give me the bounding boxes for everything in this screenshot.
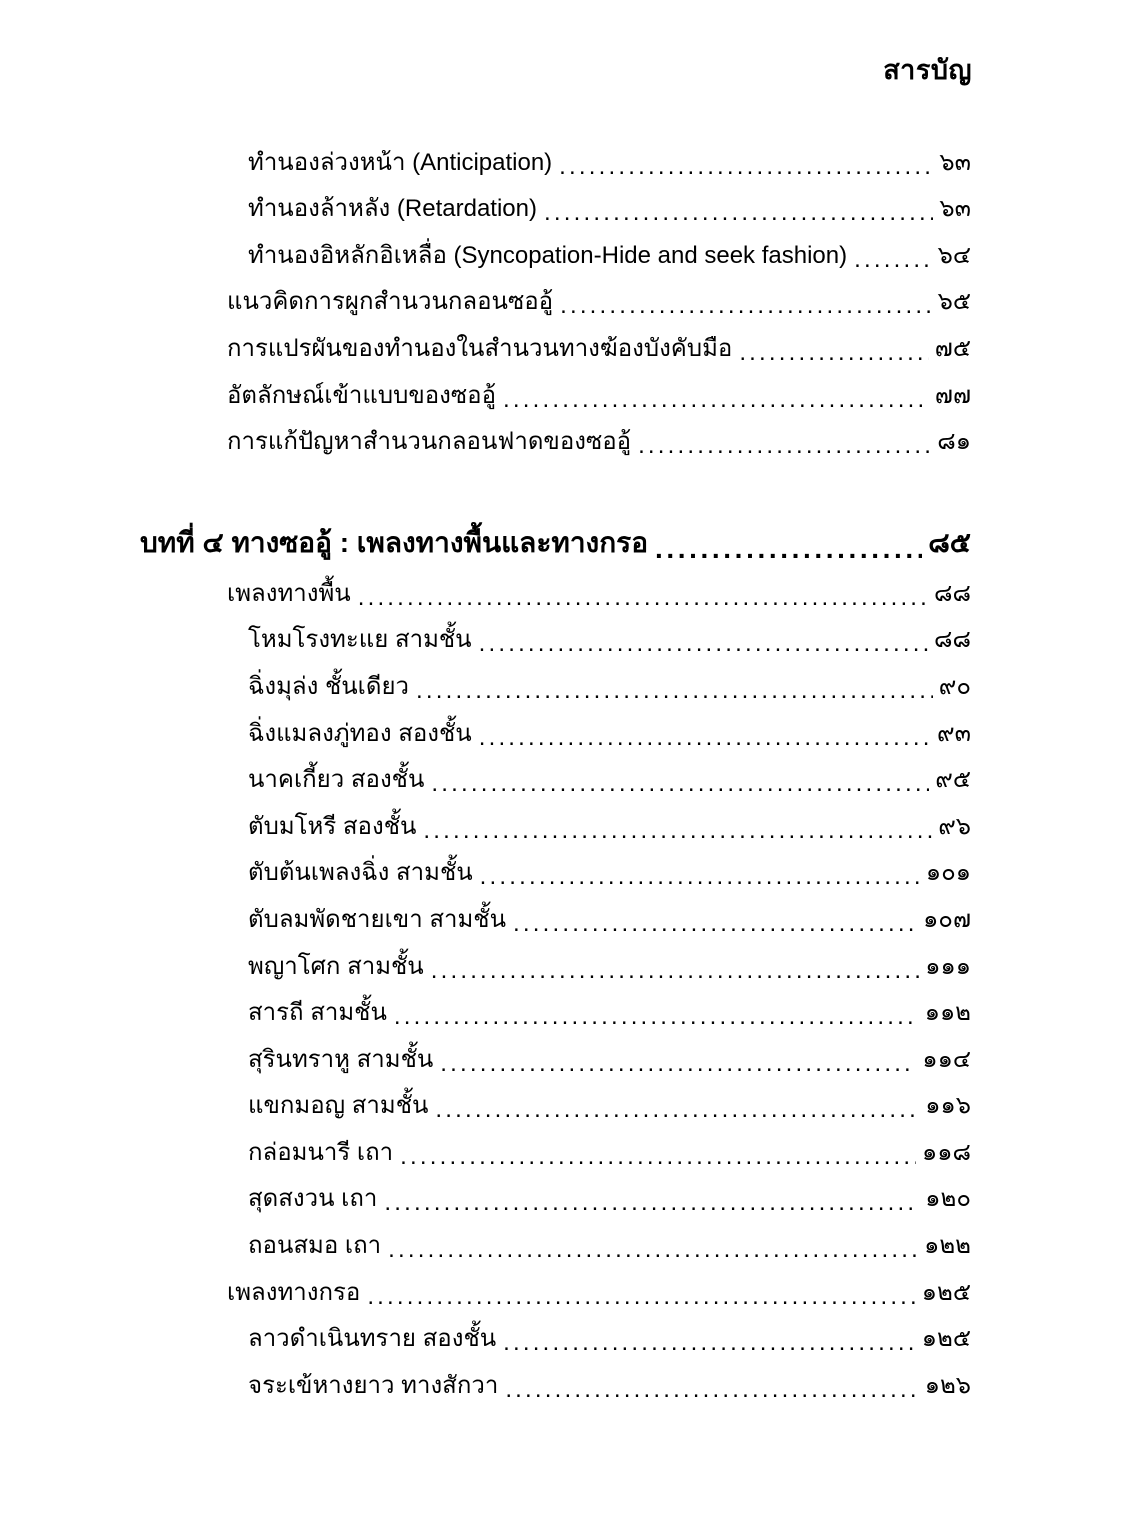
toc-entry-label: โหมโรงทะแย สามชั้น xyxy=(248,626,472,654)
toc-entry xyxy=(140,618,971,665)
dot-leader xyxy=(435,1096,919,1124)
toc-entry-label: ฉิ่งมุล่ง ชั้นเดียว xyxy=(248,672,410,700)
toc-entry-label: อัตลักษณ์เข้าแบบของซออู้ xyxy=(227,381,497,409)
toc-entry-label: สุรินทราหู สามชั้น xyxy=(248,1045,434,1073)
toc-entry-page: ๗๕ xyxy=(934,334,971,362)
toc-entry xyxy=(140,758,971,805)
toc-entry xyxy=(140,1223,971,1270)
toc-entry xyxy=(140,1177,971,1224)
toc-entry-page: ๖๔ xyxy=(937,241,971,269)
toc-entry-label: ทำนองล่วงหน้า (Anticipation) xyxy=(248,148,553,176)
toc-entry-page: ๑๑๘ xyxy=(922,1138,971,1166)
toc-entry-label: กล่อมนารี เถา xyxy=(248,1138,394,1166)
toc-entry xyxy=(140,326,971,373)
toc-entry xyxy=(140,187,971,234)
dot-leader xyxy=(479,630,928,658)
toc-entry-label: ทำนองล้าหลัง (Retardation) xyxy=(248,195,537,223)
toc-entry-page: ๗๗ xyxy=(934,381,971,409)
toc-entry-page: ๙๖ xyxy=(938,812,971,840)
toc-entry xyxy=(140,944,971,991)
dot-leader xyxy=(440,1050,916,1078)
toc-entry xyxy=(140,804,971,851)
dot-leader xyxy=(544,199,933,227)
toc-entry-label: ตับต้นเพลงฉิ่ง สามชั้น xyxy=(248,859,473,887)
toc-entry-page: ๙๐ xyxy=(938,672,971,700)
toc-entry-label: พญาโศก สามชั้น xyxy=(248,952,424,980)
toc-entry xyxy=(140,664,971,711)
dot-leader xyxy=(388,1236,918,1264)
dot-leader xyxy=(638,432,931,460)
dot-leader xyxy=(480,863,920,891)
toc-entry-label: การแปรผันของทำนองในสำนวนทางฆ้องบังคับมือ xyxy=(227,334,733,362)
dot-leader xyxy=(431,770,929,798)
toc-entry-page: ๘๘ xyxy=(933,626,971,654)
toc-entry-label: แขกมอญ สามชั้น xyxy=(248,1092,429,1120)
toc-entry-page: ๑๒๒ xyxy=(924,1232,971,1260)
dot-leader xyxy=(513,910,917,938)
toc-entry xyxy=(140,420,971,467)
toc-entry-label: แนวคิดการผูกสำนวนกลอนซออู้ xyxy=(227,288,554,316)
toc-entry xyxy=(140,897,971,944)
toc-entry-label: เพลงทางพื้น xyxy=(227,579,351,607)
toc-entry-page: ๖๓ xyxy=(939,195,971,223)
dot-leader xyxy=(400,1143,916,1171)
toc-entry-label: ทำนองอิหลักอิเหลื่อ (Syncopation-Hide and seek fashion) xyxy=(248,241,848,269)
toc-entry-label: ลาวดำเนินทราย สองชั้น xyxy=(248,1325,497,1353)
toc-entry-page: ๑๐๑ xyxy=(925,859,971,887)
dot-leader xyxy=(503,386,929,414)
toc-entry-label: ถอนสมอ เถา xyxy=(248,1232,382,1260)
toc-entry-page: ๑๑๑ xyxy=(925,952,971,980)
dot-leader xyxy=(503,1329,916,1357)
toc-entry-page: ๖๕ xyxy=(937,288,971,316)
dot-leader xyxy=(655,533,922,565)
table-of-contents xyxy=(140,140,971,1410)
toc-entry-label: ตับมโหรี สองชั้น xyxy=(248,812,417,840)
dot-leader xyxy=(358,584,928,612)
toc-entry xyxy=(140,1317,971,1364)
dot-leader xyxy=(367,1283,915,1311)
toc-entry-label: สารถี สามชั้น xyxy=(248,999,387,1027)
toc-entry xyxy=(140,1084,971,1131)
toc-entry-page: ๑๑๖ xyxy=(925,1092,971,1120)
toc-entry-page: ๘๘ xyxy=(933,579,971,607)
toc-entry-label: ฉิ่งแมลงภู่ทอง สองชั้น xyxy=(248,719,472,747)
dot-leader xyxy=(423,817,932,845)
toc-entry xyxy=(140,1130,971,1177)
toc-entry xyxy=(140,571,971,618)
dot-leader xyxy=(560,292,932,320)
toc-entry-page: ๙๕ xyxy=(935,766,971,794)
toc-entry-page: ๑๑๒ xyxy=(924,999,971,1027)
toc-entry-label: บทที่ ๔ ทางซออู้ : เพลงทางพื้นและทางกรอ xyxy=(140,527,649,559)
toc-entry-label: ตับลมพัดชายเขา สามชั้น xyxy=(248,905,506,933)
dot-leader xyxy=(431,957,920,985)
dot-leader xyxy=(559,153,933,181)
toc-entry-page: ๘๕ xyxy=(928,527,971,559)
dot-leader xyxy=(416,677,933,705)
toc-entry xyxy=(140,991,971,1038)
toc-entry-page: ๙๓ xyxy=(937,719,971,747)
toc-chapter-entry xyxy=(140,513,971,571)
toc-entry-label: สุดสงวน เถา xyxy=(248,1185,378,1213)
toc-entry xyxy=(140,280,971,327)
page-title: สารบัญ xyxy=(883,55,972,85)
toc-entry-label: การแก้ปัญหาสำนวนกลอนฟาดของซออู้ xyxy=(227,428,632,456)
toc-entry xyxy=(140,233,971,280)
toc-entry-page: ๖๓ xyxy=(939,148,971,176)
toc-entry xyxy=(140,1363,971,1410)
toc-entry xyxy=(140,373,971,420)
dot-leader xyxy=(505,1376,918,1404)
toc-entry-page: ๑๒๖ xyxy=(924,1371,971,1399)
toc-entry-page: ๑๒๕ xyxy=(921,1325,971,1353)
toc-entry-page: ๑๒๕ xyxy=(921,1278,971,1306)
dot-leader xyxy=(384,1189,919,1217)
toc-entry-page: ๑๑๔ xyxy=(922,1045,971,1073)
toc-entry xyxy=(140,140,971,187)
dot-leader xyxy=(739,339,928,367)
toc-entry-page: ๘๑ xyxy=(937,428,971,456)
dot-leader xyxy=(854,246,931,274)
toc-entry-label: เพลงทางกรอ xyxy=(227,1278,361,1306)
toc-entry xyxy=(140,851,971,898)
toc-entry xyxy=(140,1037,971,1084)
toc-entry-page: ๑๐๗ xyxy=(923,905,971,933)
dot-leader xyxy=(479,724,931,752)
toc-entry xyxy=(140,711,971,758)
toc-entry-label: จระเข้หางยาว ทางสักวา xyxy=(248,1371,499,1399)
toc-entry-page: ๑๒๐ xyxy=(925,1185,971,1213)
toc-entry xyxy=(140,1270,971,1317)
toc-entry-label: นาคเกี้ยว สองชั้น xyxy=(248,766,425,794)
dot-leader xyxy=(394,1003,919,1031)
